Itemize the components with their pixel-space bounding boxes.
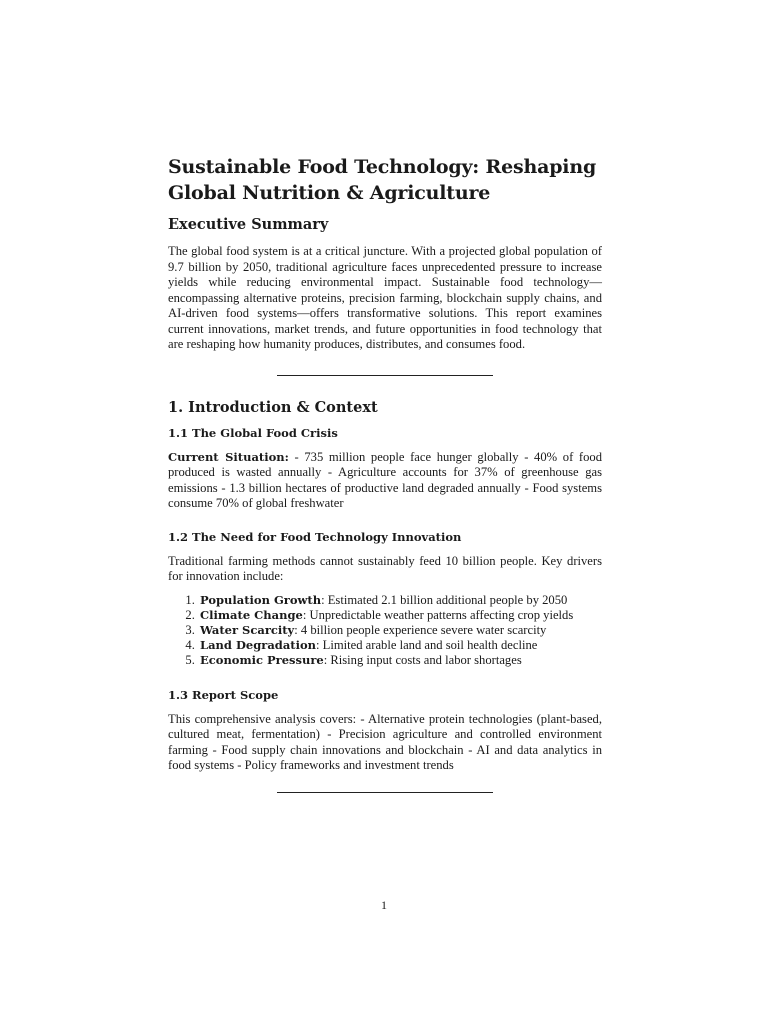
subsection-1-2-heading: 1.2 The Need for Food Technology Innovation: [168, 529, 462, 544]
document-title: Sustainable Food Technology: Reshaping Global Nutrition & Agriculture: [168, 156, 597, 204]
section-1-heading: 1. Introduction & Context: [168, 398, 378, 416]
list-item: 2. Climate Change: Unpredictable weather patterns affecting crop yields: [198, 608, 602, 623]
subsection-1-1-heading: 1.1 The Global Food Crisis: [168, 425, 338, 440]
list-item: 1. Population Growth: Estimated 2.1 billion additional people by 2050: [198, 593, 602, 608]
executive-summary-body: The global food system is at a critical juncture. With a projected global population of 9.7 billion by 2050, traditional agriculture faces unprecedented pressure to increase yields while reducing environmental impact. Sustainable food technology—encompassing alternative proteins, precision farming, blockchain supply chains, and AI-driven food systems—offers transformative solutions. This report examines current innovations, market trends, and future opportunities in food technology that are reshaping how humanity produces, distributes, and consumes food.: [168, 244, 602, 351]
list-item: 5. Economic Pressure: Rising input costs and labor shortages: [198, 653, 602, 668]
page-number: 1: [381, 898, 387, 912]
innovation-drivers-list: [168, 593, 602, 669]
subsection-1-3-body: This comprehensive analysis covers: - Alternative protein technologies (plant-based, cultured meat, fermentation) - Precision agriculture and controlled environment farming - Food supply chain innovations and blockchain - AI and data analytics in food systems - Policy frameworks and investment trends: [168, 711, 602, 773]
section-divider: [277, 792, 493, 793]
list-item: 4. Land Degradation: Limited arable land and soil health decline: [198, 638, 602, 653]
executive-summary-heading: Executive Summary: [168, 216, 329, 233]
subsection-1-1-body: [168, 450, 602, 512]
subsection-1-3-heading: 1.3 Report Scope: [168, 687, 279, 702]
current-situation-text: - 735 million people face hunger globally - 40% of food produced is wasted annually - Agriculture accounts for 37% of greenhouse gas emissions - 1.3 billion hectares of productive land degraded annually - Food systems consume 70% of global freshwater: [168, 449, 602, 510]
subsection-1-2-intro: Traditional farming methods cannot sustainably feed 10 billion people. Key drivers for innovation include:: [168, 553, 602, 583]
document-page: [168, 154, 602, 793]
current-situation-label: Current Situation:: [168, 449, 289, 464]
list-item: 3. Water Scarcity: 4 billion people experience severe water scarcity: [198, 623, 602, 638]
